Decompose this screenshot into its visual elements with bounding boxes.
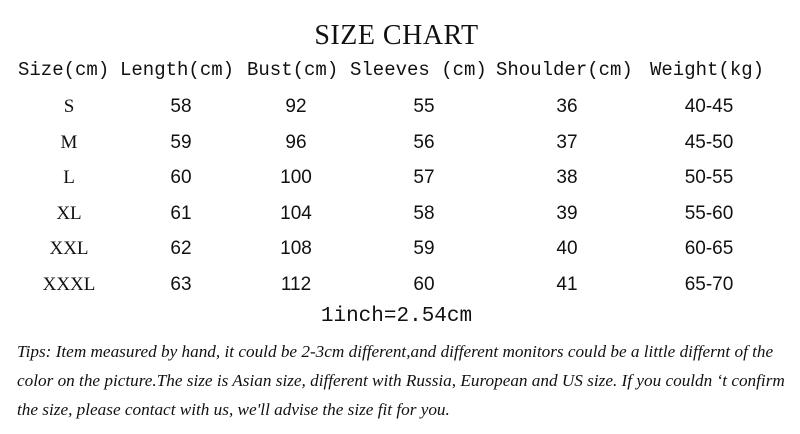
size-cell: XXXL (42, 273, 96, 295)
shoulder-cell: 36 (556, 96, 578, 117)
table-row (0, 197, 800, 233)
weight-cell: 55-60 (684, 202, 734, 224)
sleeves-cell: 60 (413, 273, 435, 295)
bust-cell: 104 (280, 202, 312, 224)
length-cell: 58 (170, 96, 192, 117)
header-bust: Bust(cm) (247, 59, 339, 81)
weight-cell: 50-55 (684, 167, 734, 188)
size-table-body (0, 90, 800, 303)
shoulder-cell: 37 (556, 131, 578, 153)
table-row (0, 126, 800, 162)
size-cell: XXL (49, 238, 89, 259)
table-row (0, 268, 800, 304)
weight-cell: 65-70 (684, 273, 734, 295)
size-cell: L (63, 167, 75, 188)
length-cell: 59 (170, 131, 192, 153)
header-sleeves: Sleeves (cm) (350, 59, 487, 81)
sleeves-cell: 56 (413, 131, 435, 153)
tips-paragraph: Tips: Item measured by hand, it could be 2-3cm different,and different monitors could be a little differnt of the color on the picture.The size is Asian size, different with Russia, European and US size. If you couldn ‘t confirm the size, please contact with us, we'll advise the size fit for you. (17, 342, 785, 419)
inch-conversion-note: 1inch=2.54cm (320, 305, 473, 328)
bust-cell: 108 (280, 238, 312, 259)
length-cell: 60 (170, 167, 192, 188)
shoulder-cell: 38 (556, 167, 578, 188)
table-header-row (0, 59, 800, 87)
bust-cell: 96 (285, 131, 307, 153)
table-row (0, 232, 800, 268)
sleeves-cell: 59 (413, 238, 435, 259)
weight-cell: 60-65 (684, 238, 734, 259)
weight-cell: 40-45 (684, 96, 734, 117)
size-cell: S (63, 96, 75, 117)
shoulder-cell: 41 (556, 273, 578, 295)
table-row (0, 161, 800, 197)
weight-cell: 45-50 (684, 131, 734, 153)
size-chart-title: SIZE CHART (314, 20, 479, 51)
bust-cell: 100 (280, 167, 312, 188)
header-size: Size(cm) (18, 59, 110, 81)
length-cell: 62 (170, 238, 192, 259)
sleeves-cell: 55 (413, 96, 435, 117)
length-cell: 61 (170, 202, 192, 224)
header-length: Length(cm) (120, 59, 235, 81)
size-cell: XL (56, 202, 82, 224)
size-cell: M (60, 131, 78, 153)
shoulder-cell: 40 (556, 238, 578, 259)
bust-cell: 92 (285, 96, 307, 117)
shoulder-cell: 39 (556, 202, 578, 224)
header-shoulder: Shoulder(cm) (496, 59, 633, 81)
bust-cell: 112 (280, 273, 312, 295)
sleeves-cell: 57 (413, 167, 435, 188)
sleeves-cell: 58 (413, 202, 435, 224)
header-weight: Weight(kg) (650, 59, 765, 81)
table-row (0, 90, 800, 126)
length-cell: 63 (170, 273, 192, 295)
